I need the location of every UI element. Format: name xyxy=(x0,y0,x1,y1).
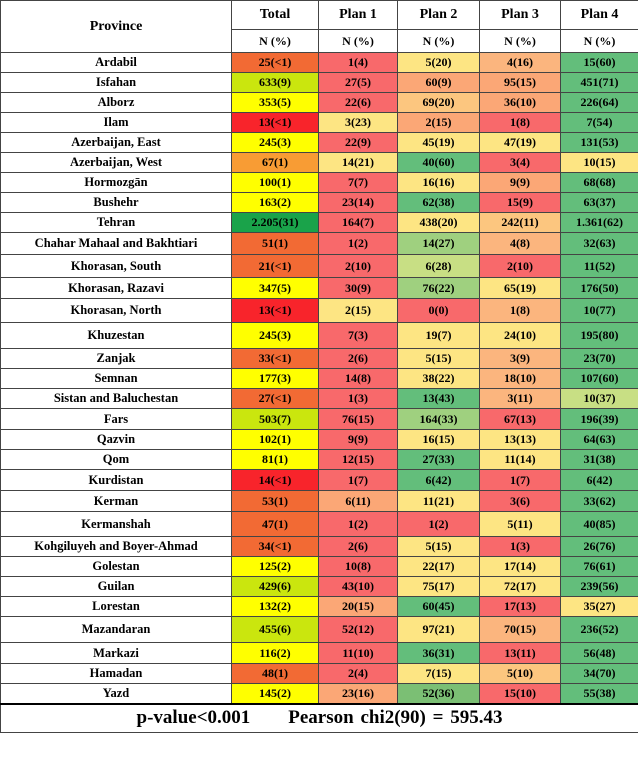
cell-plan-3: 13(13) xyxy=(480,430,561,450)
table-row xyxy=(1,255,638,278)
cell-total: 116(2) xyxy=(232,643,319,664)
province-name-cell: Semnan xyxy=(1,369,232,389)
cell-plan-1: 164(7) xyxy=(319,213,398,233)
province-name-cell: Qom xyxy=(1,450,232,470)
cell-plan-4: 55(38) xyxy=(561,684,638,704)
cell-plan-2: 62(38) xyxy=(398,193,480,213)
cell-total: 163(2) xyxy=(232,193,319,213)
province-name-cell: Qazvin xyxy=(1,430,232,450)
cell-plan-4: 33(62) xyxy=(561,491,638,512)
cell-plan-4: 11(52) xyxy=(561,255,638,278)
cell-plan-2: 38(22) xyxy=(398,369,480,389)
table-row xyxy=(1,133,638,153)
cell-plan-4: 1.361(62) xyxy=(561,213,638,233)
cell-total: 245(3) xyxy=(232,323,319,349)
cell-plan-2: 11(21) xyxy=(398,491,480,512)
cell-plan-3: 4(16) xyxy=(480,53,561,73)
cell-total: 13(<1) xyxy=(232,299,319,323)
cell-plan-2: 60(45) xyxy=(398,597,480,617)
cell-plan-4: 226(64) xyxy=(561,93,638,113)
cell-plan-2: 5(15) xyxy=(398,537,480,557)
cell-plan-2: 6(42) xyxy=(398,470,480,491)
cell-plan-4: 176(50) xyxy=(561,278,638,299)
cell-total: 455(6) xyxy=(232,617,319,643)
column-header-total: Total xyxy=(232,1,319,30)
cell-total: 245(3) xyxy=(232,133,319,153)
cell-total: 21(<1) xyxy=(232,255,319,278)
cell-plan-2: 2(15) xyxy=(398,113,480,133)
cell-plan-3: 13(11) xyxy=(480,643,561,664)
cell-plan-3: 17(13) xyxy=(480,597,561,617)
table-row xyxy=(1,577,638,597)
cell-total: 81(1) xyxy=(232,450,319,470)
table-row xyxy=(1,299,638,323)
cell-plan-3: 15(9) xyxy=(480,193,561,213)
cell-plan-3: 1(8) xyxy=(480,113,561,133)
cell-plan-1: 9(9) xyxy=(319,430,398,450)
cell-total: 48(1) xyxy=(232,664,319,684)
province-name-cell: Kohgiluyeh and Boyer-Ahmad xyxy=(1,537,232,557)
cell-plan-1: 7(3) xyxy=(319,323,398,349)
cell-plan-3: 18(10) xyxy=(480,369,561,389)
cell-plan-3: 47(19) xyxy=(480,133,561,153)
cell-plan-3: 15(10) xyxy=(480,684,561,704)
cell-plan-2: 5(15) xyxy=(398,349,480,369)
cell-plan-4: 195(80) xyxy=(561,323,638,349)
cell-plan-1: 43(10) xyxy=(319,577,398,597)
province-column-header: Province xyxy=(1,1,232,53)
subheader-plan-1: N (%) xyxy=(319,30,398,53)
table-row xyxy=(1,430,638,450)
province-name-cell: Kermanshah xyxy=(1,512,232,537)
cell-plan-1: 2(4) xyxy=(319,664,398,684)
cell-plan-3: 1(3) xyxy=(480,537,561,557)
cell-plan-4: 10(15) xyxy=(561,153,638,173)
cell-plan-3: 24(10) xyxy=(480,323,561,349)
cell-plan-1: 2(15) xyxy=(319,299,398,323)
cell-plan-1: 1(7) xyxy=(319,470,398,491)
table-row xyxy=(1,537,638,557)
cell-plan-4: 68(68) xyxy=(561,173,638,193)
cell-plan-2: 27(33) xyxy=(398,450,480,470)
subheader-plan-2: N (%) xyxy=(398,30,480,53)
province-name-cell: Zanjak xyxy=(1,349,232,369)
cell-plan-2: 19(7) xyxy=(398,323,480,349)
cell-total: 102(1) xyxy=(232,430,319,450)
province-name-cell: Ilam xyxy=(1,113,232,133)
cell-plan-4: 23(70) xyxy=(561,349,638,369)
table-row xyxy=(1,512,638,537)
province-name-cell: Khorasan, Razavi xyxy=(1,278,232,299)
cell-plan-4: 451(71) xyxy=(561,73,638,93)
cell-plan-2: 16(16) xyxy=(398,173,480,193)
cell-plan-1: 6(11) xyxy=(319,491,398,512)
table-row xyxy=(1,470,638,491)
cell-plan-2: 75(17) xyxy=(398,577,480,597)
cell-plan-3: 95(15) xyxy=(480,73,561,93)
province-name-cell: Golestan xyxy=(1,557,232,577)
cell-plan-3: 65(19) xyxy=(480,278,561,299)
cell-plan-1: 14(8) xyxy=(319,369,398,389)
cell-plan-4: 40(85) xyxy=(561,512,638,537)
province-name-cell: Lorestan xyxy=(1,597,232,617)
cell-plan-4: 64(63) xyxy=(561,430,638,450)
province-name-cell: Mazandaran xyxy=(1,617,232,643)
province-name-cell: Guilan xyxy=(1,577,232,597)
cell-plan-2: 13(43) xyxy=(398,389,480,409)
province-name-cell: Fars xyxy=(1,409,232,430)
cell-plan-2: 60(9) xyxy=(398,73,480,93)
table-row xyxy=(1,233,638,255)
table-row xyxy=(1,369,638,389)
cell-plan-3: 36(10) xyxy=(480,93,561,113)
table-row xyxy=(1,73,638,93)
cell-total: 33(<1) xyxy=(232,349,319,369)
cell-plan-1: 2(6) xyxy=(319,537,398,557)
cell-plan-4: 34(70) xyxy=(561,664,638,684)
cell-plan-2: 22(17) xyxy=(398,557,480,577)
cell-plan-3: 1(8) xyxy=(480,299,561,323)
cell-total: 27(<1) xyxy=(232,389,319,409)
cell-total: 47(1) xyxy=(232,512,319,537)
cell-plan-1: 1(3) xyxy=(319,389,398,409)
cell-plan-4: 56(48) xyxy=(561,643,638,664)
province-name-cell: Hamadan xyxy=(1,664,232,684)
province-name-cell: Tehran xyxy=(1,213,232,233)
cell-plan-3: 242(11) xyxy=(480,213,561,233)
cell-total: 353(5) xyxy=(232,93,319,113)
table-row xyxy=(1,278,638,299)
cell-plan-3: 72(17) xyxy=(480,577,561,597)
cell-plan-4: 107(60) xyxy=(561,369,638,389)
table-row xyxy=(1,450,638,470)
table-row xyxy=(1,323,638,349)
table-row xyxy=(1,664,638,684)
cell-plan-1: 12(15) xyxy=(319,450,398,470)
cell-plan-1: 30(9) xyxy=(319,278,398,299)
cell-plan-2: 5(20) xyxy=(398,53,480,73)
table-row xyxy=(1,643,638,664)
cell-plan-1: 22(6) xyxy=(319,93,398,113)
table-row xyxy=(1,93,638,113)
p-value-text: p-value<0.001 xyxy=(136,707,251,728)
cell-plan-1: 20(15) xyxy=(319,597,398,617)
cell-plan-1: 1(2) xyxy=(319,512,398,537)
cell-plan-1: 22(9) xyxy=(319,133,398,153)
cell-total: 53(1) xyxy=(232,491,319,512)
table-row xyxy=(1,213,638,233)
table-row xyxy=(1,389,638,409)
cell-plan-3: 3(11) xyxy=(480,389,561,409)
table-row xyxy=(1,153,638,173)
cell-plan-3: 67(13) xyxy=(480,409,561,430)
table-row xyxy=(1,684,638,704)
province-name-cell: Azerbaijan, West xyxy=(1,153,232,173)
statistics-footer xyxy=(1,704,638,733)
cell-plan-3: 5(11) xyxy=(480,512,561,537)
cell-plan-4: 131(53) xyxy=(561,133,638,153)
cell-total: 51(1) xyxy=(232,233,319,255)
province-name-cell: Khuzestan xyxy=(1,323,232,349)
footer-row xyxy=(1,704,638,733)
column-header-plan-2: Plan 2 xyxy=(398,1,480,30)
table-row xyxy=(1,597,638,617)
cell-plan-4: 10(77) xyxy=(561,299,638,323)
cell-plan-1: 23(14) xyxy=(319,193,398,213)
table-row xyxy=(1,173,638,193)
column-header-plan-4: Plan 4 xyxy=(561,1,638,30)
cell-total: 100(1) xyxy=(232,173,319,193)
cell-total: 25(<1) xyxy=(232,53,319,73)
cell-plan-4: 239(56) xyxy=(561,577,638,597)
province-name-cell: Sistan and Baluchestan xyxy=(1,389,232,409)
province-name-cell: Isfahan xyxy=(1,73,232,93)
table-row xyxy=(1,193,638,213)
cell-total: 2.205(31) xyxy=(232,213,319,233)
cell-plan-1: 3(23) xyxy=(319,113,398,133)
subheader-plan-4: N (%) xyxy=(561,30,638,53)
province-name-cell: Khorasan, North xyxy=(1,299,232,323)
cell-plan-4: 35(27) xyxy=(561,597,638,617)
cell-plan-4: 7(54) xyxy=(561,113,638,133)
cell-total: 145(2) xyxy=(232,684,319,704)
province-name-cell: Kurdistan xyxy=(1,470,232,491)
chi-square-text: Pearson chi2(90) = 595.43 xyxy=(288,707,503,728)
cell-total: 429(6) xyxy=(232,577,319,597)
cell-plan-1: 27(5) xyxy=(319,73,398,93)
table-row xyxy=(1,557,638,577)
province-name-cell: Alborz xyxy=(1,93,232,113)
cell-plan-4: 196(39) xyxy=(561,409,638,430)
cell-plan-2: 36(31) xyxy=(398,643,480,664)
cell-total: 34(<1) xyxy=(232,537,319,557)
cell-plan-3: 2(10) xyxy=(480,255,561,278)
cell-total: 503(7) xyxy=(232,409,319,430)
cell-plan-2: 45(19) xyxy=(398,133,480,153)
cell-plan-1: 52(12) xyxy=(319,617,398,643)
cell-plan-4: 26(76) xyxy=(561,537,638,557)
cell-plan-2: 40(60) xyxy=(398,153,480,173)
cell-plan-1: 1(4) xyxy=(319,53,398,73)
province-name-cell: Yazd xyxy=(1,684,232,704)
cell-total: 347(5) xyxy=(232,278,319,299)
cell-plan-3: 11(14) xyxy=(480,450,561,470)
cell-plan-2: 14(27) xyxy=(398,233,480,255)
cell-total: 132(2) xyxy=(232,597,319,617)
cell-plan-1: 7(7) xyxy=(319,173,398,193)
table-body xyxy=(1,53,638,704)
table-row xyxy=(1,409,638,430)
cell-plan-1: 14(21) xyxy=(319,153,398,173)
cell-total: 633(9) xyxy=(232,73,319,93)
table-row xyxy=(1,349,638,369)
cell-plan-1: 11(10) xyxy=(319,643,398,664)
table-row xyxy=(1,53,638,73)
cell-plan-3: 17(14) xyxy=(480,557,561,577)
cell-plan-4: 10(37) xyxy=(561,389,638,409)
cell-plan-1: 76(15) xyxy=(319,409,398,430)
cell-total: 14(<1) xyxy=(232,470,319,491)
cell-plan-3: 4(8) xyxy=(480,233,561,255)
cell-plan-4: 32(63) xyxy=(561,233,638,255)
province-name-cell: Ardabil xyxy=(1,53,232,73)
cell-plan-1: 10(8) xyxy=(319,557,398,577)
cell-plan-3: 3(4) xyxy=(480,153,561,173)
cell-plan-2: 6(28) xyxy=(398,255,480,278)
cell-plan-1: 2(10) xyxy=(319,255,398,278)
table-row xyxy=(1,491,638,512)
cell-plan-3: 3(6) xyxy=(480,491,561,512)
cell-plan-2: 164(33) xyxy=(398,409,480,430)
cell-plan-3: 9(9) xyxy=(480,173,561,193)
cell-plan-2: 16(15) xyxy=(398,430,480,450)
cell-plan-2: 7(15) xyxy=(398,664,480,684)
cell-plan-2: 69(20) xyxy=(398,93,480,113)
province-name-cell: Chahar Mahaal and Bakhtiari xyxy=(1,233,232,255)
cell-plan-2: 97(21) xyxy=(398,617,480,643)
province-name-cell: Azerbaijan, East xyxy=(1,133,232,153)
cell-plan-1: 23(16) xyxy=(319,684,398,704)
cell-plan-4: 6(42) xyxy=(561,470,638,491)
cell-plan-4: 31(38) xyxy=(561,450,638,470)
header-row xyxy=(1,1,638,30)
cell-plan-2: 52(36) xyxy=(398,684,480,704)
cell-plan-3: 3(9) xyxy=(480,349,561,369)
cell-total: 67(1) xyxy=(232,153,319,173)
subheader-plan-3: N (%) xyxy=(480,30,561,53)
cell-plan-3: 70(15) xyxy=(480,617,561,643)
cell-plan-4: 76(61) xyxy=(561,557,638,577)
cell-plan-1: 2(6) xyxy=(319,349,398,369)
table-row xyxy=(1,617,638,643)
cell-plan-4: 15(60) xyxy=(561,53,638,73)
column-header-plan-3: Plan 3 xyxy=(480,1,561,30)
cell-plan-4: 236(52) xyxy=(561,617,638,643)
cell-plan-2: 76(22) xyxy=(398,278,480,299)
cell-total: 13(<1) xyxy=(232,113,319,133)
province-name-cell: Markazi xyxy=(1,643,232,664)
cell-plan-2: 438(20) xyxy=(398,213,480,233)
cell-plan-2: 1(2) xyxy=(398,512,480,537)
subheader-total: N (%) xyxy=(232,30,319,53)
province-name-cell: Bushehr xyxy=(1,193,232,213)
cell-plan-4: 63(37) xyxy=(561,193,638,213)
cell-plan-2: 0(0) xyxy=(398,299,480,323)
cell-plan-3: 5(10) xyxy=(480,664,561,684)
cell-total: 177(3) xyxy=(232,369,319,389)
province-name-cell: Khorasan, South xyxy=(1,255,232,278)
province-name-cell: Hormozgān xyxy=(1,173,232,193)
cell-plan-3: 1(7) xyxy=(480,470,561,491)
table-row xyxy=(1,113,638,133)
cell-total: 125(2) xyxy=(232,557,319,577)
cell-plan-1: 1(2) xyxy=(319,233,398,255)
column-header-plan-1: Plan 1 xyxy=(319,1,398,30)
province-name-cell: Kerman xyxy=(1,491,232,512)
